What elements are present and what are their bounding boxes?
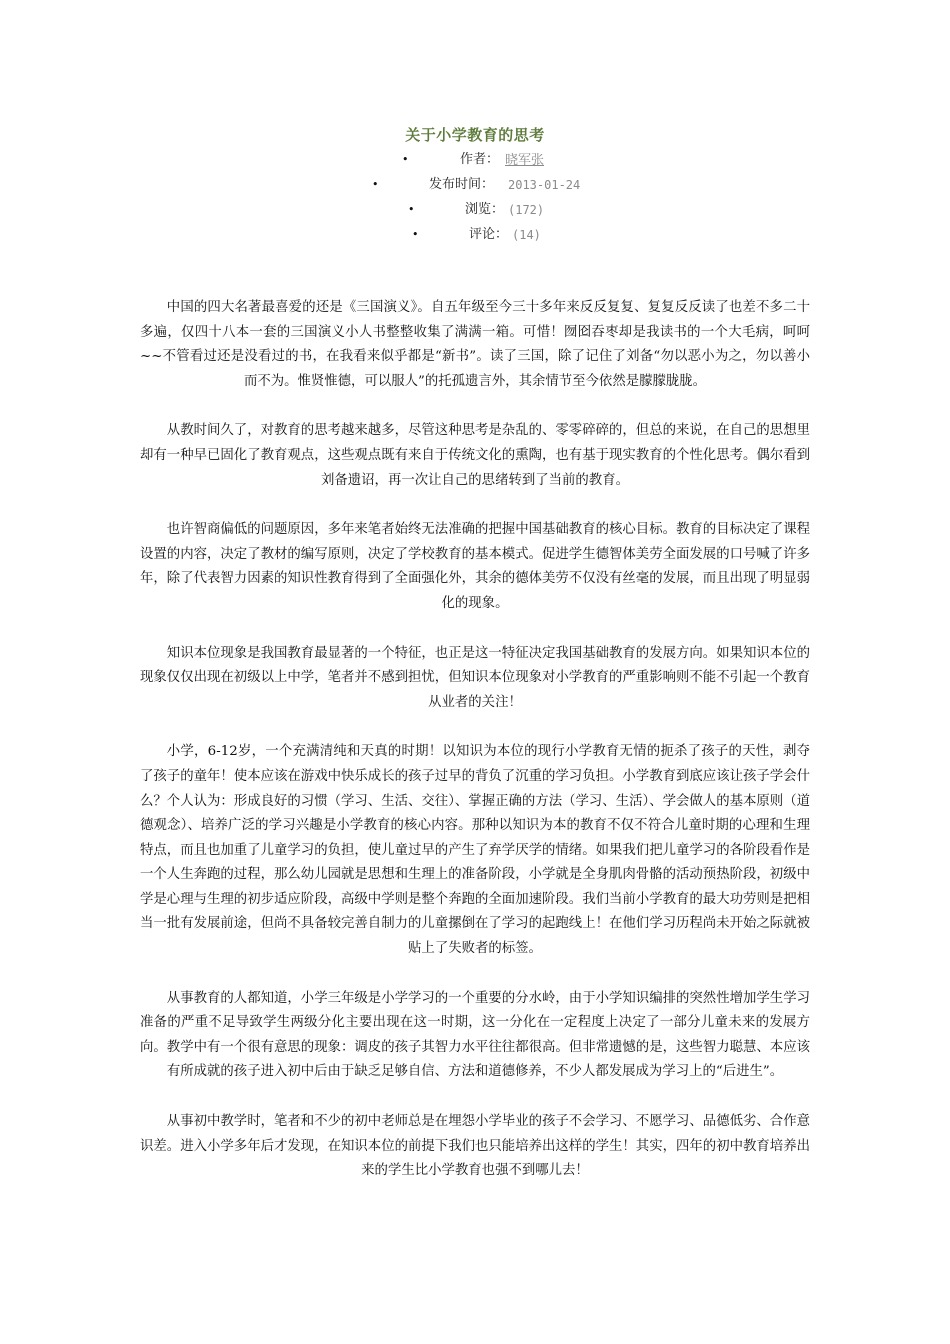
published-label: 发布时间： (429, 177, 495, 192)
bullet-icon: • (408, 203, 415, 216)
meta-views (0, 200, 950, 220)
paragraph: 也许智商偏低的问题原因，多年来笔者始终无法准确的把握中国基础教育的核心目标。教育的目标决定了课程设置的内容，决定了教材的编写原则，决定了学校教育的基本模式。促进学生德智体美劳全面发展的口号喊了许多年，除了代表智力因素的知识性教育得到了全面强化外，其余的德体美劳不仅没有丝毫的发展，而且出现了明显弱化的现象。 (140, 522, 810, 611)
bullet-icon: • (372, 178, 379, 191)
author-link[interactable]: 晓军张 (505, 153, 545, 168)
paragraph: 知识本位现象是我国教育最显著的一个特征，也正是这一特征决定我国基础教育的发展方向。如果知识本位的现象仅仅出现在初级以上中学，笔者并不感到担忧，但知识本位现象对小学教育的严重影响则不能不引起一个教育从业者的关注！ (140, 645, 810, 710)
paragraph: 小学，6-12岁，一个充满清纯和天真的时期！以知识为本位的现行小学教育无情的扼杀了孩子的天性，剥夺了孩子的童年！使本应该在游戏中快乐成长的孩子过早的背负了沉重的学习负担。小学教育到底应该让孩子学会什么？个人认为：形成良好的习惯（学习、生活、交往）、掌握正确的方法（学习、生活）、学会做人的基本原则（道德观念）、培养广泛的学习兴趣是小学教育的核心内容。那种以知识为本的教育不仅不符合儿童时期的心理和生理特点，而且也加重了儿童学习的负担，使儿童过早的产生了弃学厌学的情绪。如果我们把儿童学习的各阶段看作是一个人生奔跑的过程，那么幼儿园就是思想和生理上的准备阶段，小学就是全身肌肉骨骼的活动预热阶段，初级中学是心理与生理的初步适应阶段，高级中学则是整个奔跑的全面加速阶段。我们当前小学教育的最大功劳则是把相当一批有发展前途，但尚不具备较完善自制力的儿童摞倒在了学习的起跑线上！在他们学习历程尚未开始之际就被贴上了失败者的标签。 (140, 744, 810, 957)
comments-count: (14) (512, 228, 541, 242)
paragraph: 从教时间久了，对教育的思考越来越多，尽管这种思考是杂乱的、零零碎碎的，但总的来说，在自己的思想里却有一种早已固化了教育观点，这些观点既有来自于传统文化的熏陶，也有基于现实教育的个性化思考。偶尔看到刘备遗诏，再一次让自己的思绪转到了当前的教育。 (140, 423, 810, 488)
article-title: 关于小学教育的思考 (405, 126, 545, 144)
paragraph: 从事初中教学时，笔者和不少的初中老师总是在埋怨小学毕业的孩子不会学习、不愿学习、品德低劣、合作意识差。进入小学多年后才发现，在知识本位的前提下我们也只能培养出这样的学生！其实，四年的初中教育培养出来的学生比小学教育也强不到哪儿去！ (140, 1114, 810, 1179)
bullet-icon: • (402, 153, 409, 166)
article-body (140, 296, 810, 1209)
views-label: 浏览： (465, 202, 505, 217)
views-count: (172) (508, 203, 545, 217)
bullet-icon: • (412, 228, 419, 241)
author-label: 作者： (460, 152, 500, 167)
meta-published (0, 175, 950, 195)
paragraph: 从事教育的人都知道，小学三年级是小学学习的一个重要的分水岭，由于小学知识编排的突然性增加学生学习准备的严重不足导致学生两级分化主要出现在这一时期，这一分化在一定程度上决定了一部分儿童未来的发展方向。教学中有一个很有意思的现象：调皮的孩子其智力水平往往都很高。但非常遗憾的是，这些智力聪慧、本应该有所成就的孩子进入初中后由于缺乏足够自信、方法和道德修养，不少人都发展成为学习上的“后进生”。 (140, 990, 810, 1080)
published-date: 2013-01-24 (508, 178, 581, 192)
meta-author (0, 150, 950, 170)
paragraph: 中国的四大名著最喜爱的还是《三国演义》。自五年级至今三十多年来反反复复、复复反反读了也差不多二十多遍，仅四十八本一套的三国演义小人书整整收集了满满一箱。可惜！囫囵吞枣却是我读书的一个大毛病，呵呵~~不管看过还是没看过的书，在我看来似乎都是“新书”。读了三国，除了记住了刘备“勿以恶小为之，勿以善小而不为。惟贤惟德，可以服人”的托孤遗言外，其余情节至今依然是朦朦胧胧。 (140, 300, 810, 389)
comments-label: 评论： (469, 227, 509, 242)
meta-comments (0, 225, 950, 245)
